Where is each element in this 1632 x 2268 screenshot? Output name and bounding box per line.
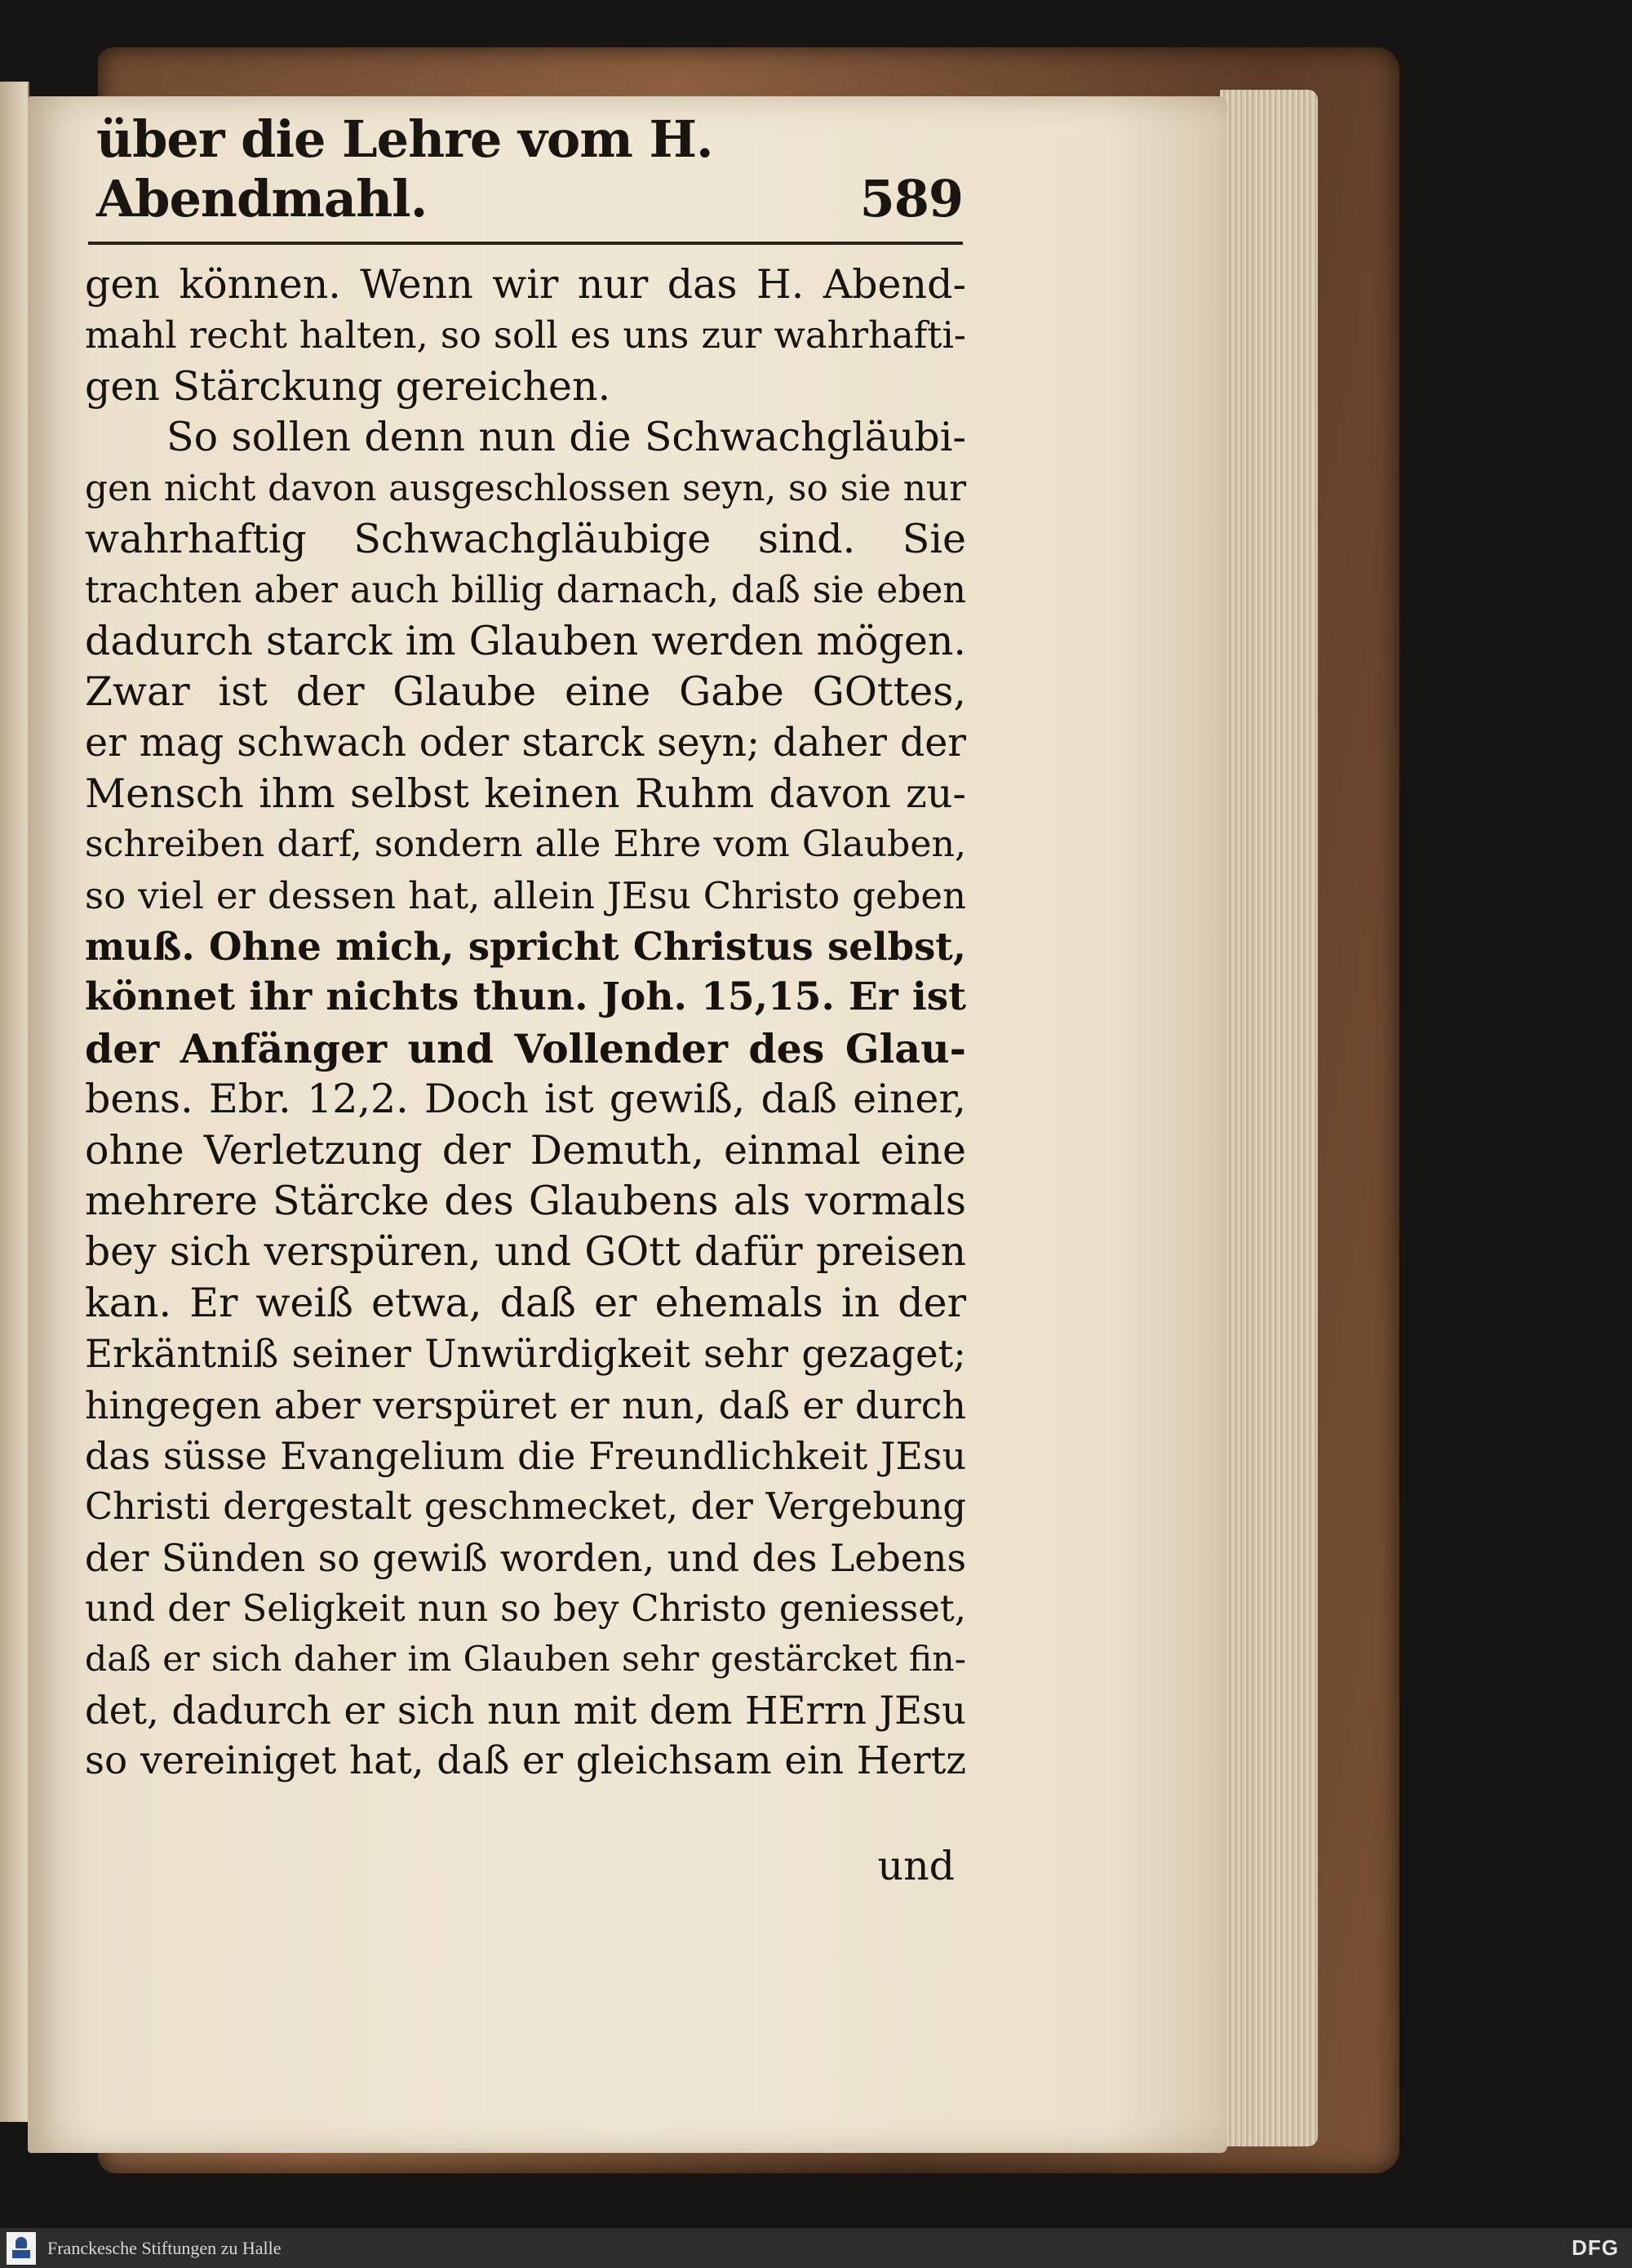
text-line: so viel er dessen hat, allein JEsu Christo geben: [85, 873, 966, 917]
institution-name: Franckesche Stiftungen zu Halle: [47, 2237, 282, 2258]
text-line: der Sünden so gewiß worden, und des Lebens: [85, 1535, 966, 1580]
text-line: mehrere Stärcke des Glaubens als vormals: [85, 1178, 966, 1225]
page-header: [96, 109, 963, 229]
text-line: Christi dergestalt geschmecket, der Vergebung: [85, 1485, 966, 1529]
text-line: der Anfänger und Vollender des Glau-: [85, 1024, 966, 1072]
text-line: muß. Ohne mich, spricht Christus selbst,: [85, 924, 966, 970]
viewer-footer: [0, 2228, 1632, 2268]
text-line: gen nicht davon ausgeschlossen seyn, so sie nur: [85, 467, 966, 509]
page-number: 589: [859, 169, 963, 229]
text-line: das süsse Evangelium die Freundlichkeit JEsu: [85, 1433, 966, 1478]
text-line: gen können. Wenn wir nur das H. Abend-: [85, 261, 966, 308]
text-line: so vereiniget hat, daß er gleichsam ein Hertz: [85, 1739, 966, 1784]
text-line: bens. Ebr. 12,2. Doch ist gewiß, daß einer,: [85, 1076, 966, 1123]
text-line: daß er sich daher im Glauben sehr gestärcket fin-: [85, 1639, 966, 1680]
text-line: gen Stärckung gereichen.: [85, 362, 611, 410]
text-line: könnet ihr nichts thun. Joh. 15,15. Er ist: [85, 974, 966, 1020]
text-line: wahrhaftig Schwachgläubige sind. Sie: [85, 515, 966, 562]
text-line: bey sich verspüren, und GOtt dafür preisen: [85, 1229, 966, 1276]
text-line: ohne Verletzung der Demuth, einmal eine: [85, 1126, 966, 1174]
text-line: hingegen aber verspüret er nun, daß er durch: [85, 1383, 966, 1427]
text-line: er mag schwach oder starck seyn; daher der: [85, 720, 966, 766]
catchword: und: [877, 1843, 955, 1889]
text-line: schreiben darf, sondern alle Ehre vom Glauben,: [85, 823, 966, 866]
text-line: mahl recht halten, so soll es uns zur wahrhafti-: [85, 313, 966, 357]
text-line: kan. Er weiß etwa, daß er ehemals in der: [85, 1279, 966, 1326]
text-line: Zwar ist der Glaube eine Gabe GOttes,: [85, 668, 966, 716]
francke-foundations-logo-icon: [7, 2232, 36, 2265]
text-line: So sollen denn nun die Schwachgläubi-: [166, 414, 966, 461]
dfg-logo: DFG: [1572, 2235, 1619, 2260]
page-block-edges: [1220, 90, 1318, 2146]
body-text: [85, 260, 966, 1787]
header-rule: [88, 242, 963, 245]
previous-page-edge: [0, 82, 29, 2122]
text-line: det, dadurch er sich nun mit dem HErrn JEsu: [85, 1688, 966, 1733]
running-head: über die Lehre vom H. Abendmahl.: [96, 109, 713, 229]
text-line: Erkäntniß seiner Unwürdigkeit sehr gezaget;: [85, 1332, 966, 1377]
footer-left: [0, 2232, 282, 2265]
text-line: trachten aber auch billig darnach, daß sie eben: [85, 569, 966, 612]
text-line: Mensch ihm selbst keinen Ruhm davon zu-: [85, 770, 966, 817]
text-line: dadurch starck im Glauben werden mögen.: [85, 617, 966, 664]
text-line: und der Seligkeit nun so bey Christo geniesset,: [85, 1587, 966, 1631]
